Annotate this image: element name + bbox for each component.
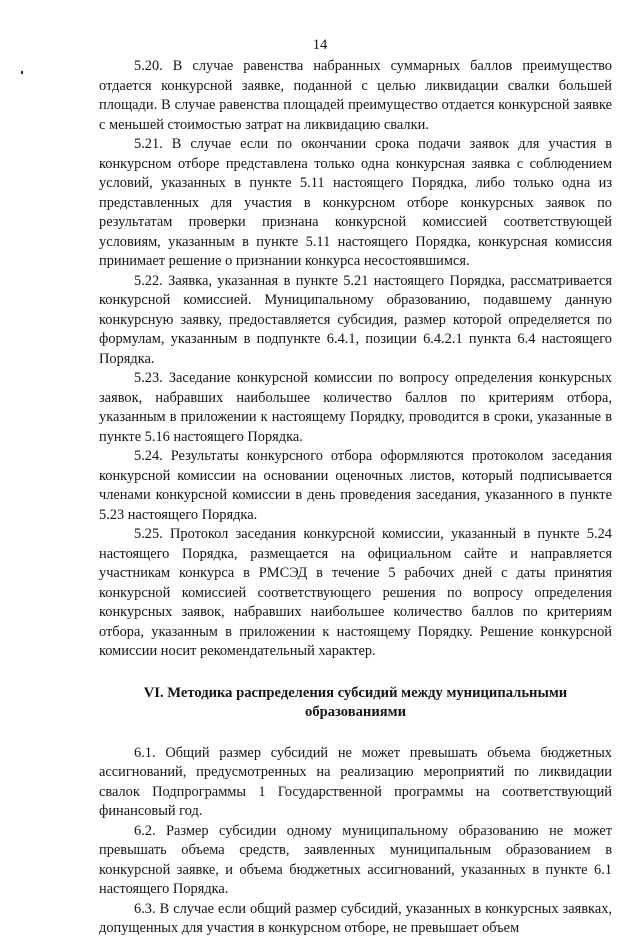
paragraph-6-2: 6.2. Размер субсидии одному муниципальному образованию не может превышать объема средств, заявленных муниципальным образованием в конкурсной заявке, и объема бюджетных ассигнований, указанных в пункте 6.1 настоящего Порядка. (99, 822, 612, 897)
paragraph-6-3: 6.3. В случае если общий размер субсидий, указанных в конкурсных заявках, допущенных для участия в конкурсном отборе, не превышает объем (99, 900, 612, 936)
document-body (99, 57, 612, 939)
paragraph-5-23: 5.23. Заседание конкурсной комиссии по вопросу определения конкурсных заявок, набравших наибольшее количество баллов по критериям отбора, указанным в приложении к настоящему Порядку, проводится в сроки, указанные в пункте 5.16 настоящего Порядка. (99, 370, 612, 445)
scan-speck (21, 71, 23, 74)
paragraph-5-20: 5.20. В случае равенства набранных суммарных баллов преимущество отдается конкурсной заявке, поданной с целью ликвидации свалки большей площади. В случае равенства площадей преимущество отдается конкурсной заявке с меньшей стоимостью затрат на ликвидацию свалки. (99, 58, 612, 133)
paragraph-5-22: 5.22. Заявка, указанная в пункте 5.21 настоящего Порядка, рассматривается конкурсной комиссией. Муниципальному образованию, подавшему данную конкурсную заявку, предоставляется субсидия, размер которой определяется по формулам, указанным в подпункте 6.4.1, позиции 6.4.2.1 пункта 6.4 настоящего Порядка. (99, 272, 612, 367)
section-heading-line-1: VI. Методика распределения субсидий между муниципальными (143, 684, 568, 701)
paragraph-5-21: 5.21. В случае если по окончании срока подачи заявок для участия в конкурсном отборе представлена только одна конкурсная заявка с соблюдением условий, указанных в пункте 5.11 настоящего Порядка, либо только одна из представленных для участия в конкурсном отборе конкурсных заявок по результатам проверки признана конкурсной комиссией соответствующей условиям, указанным в пункте 5.11 настоящего Порядка, конкурсная комиссия принимает решение о признании конкурса несостоявшимся. (99, 136, 612, 269)
section-heading (99, 684, 612, 723)
paragraph-6-1: 6.1. Общий размер субсидий не может превышать объема бюджетных ассигнований, предусмотренных на реализацию мероприятий по ликвидации свалок Подпрограммы 1 Государственной программы на соответствующий финансовый год. (99, 744, 612, 819)
section-heading-line-2: образованиями (305, 704, 406, 720)
page-number: 14 (312, 37, 328, 53)
paragraph-5-24: 5.24. Результаты конкурсного отбора оформляются протоколом заседания конкурсной комиссии на основании оценочных листов, который подписывается членами конкурсной комиссии в день проведения заседания, указанного в пункте 5.23 настоящего Порядка. (99, 448, 612, 523)
paragraph-5-25: 5.25. Протокол заседания конкурсной комиссии, указанный в пункте 5.24 настоящего Порядка, размещается на официальном сайте и направляется участникам конкурса в РМСЭД в течение 5 рабочих дней с даты принятия конкурсной комиссией соответствующего решения по вопросу определения конкурсных заявок, набравших наибольшее количество баллов по критериям отбора, указанным в приложении к настоящему Порядку. Решение конкурсной комиссии носит рекомендательный характер. (99, 526, 612, 659)
